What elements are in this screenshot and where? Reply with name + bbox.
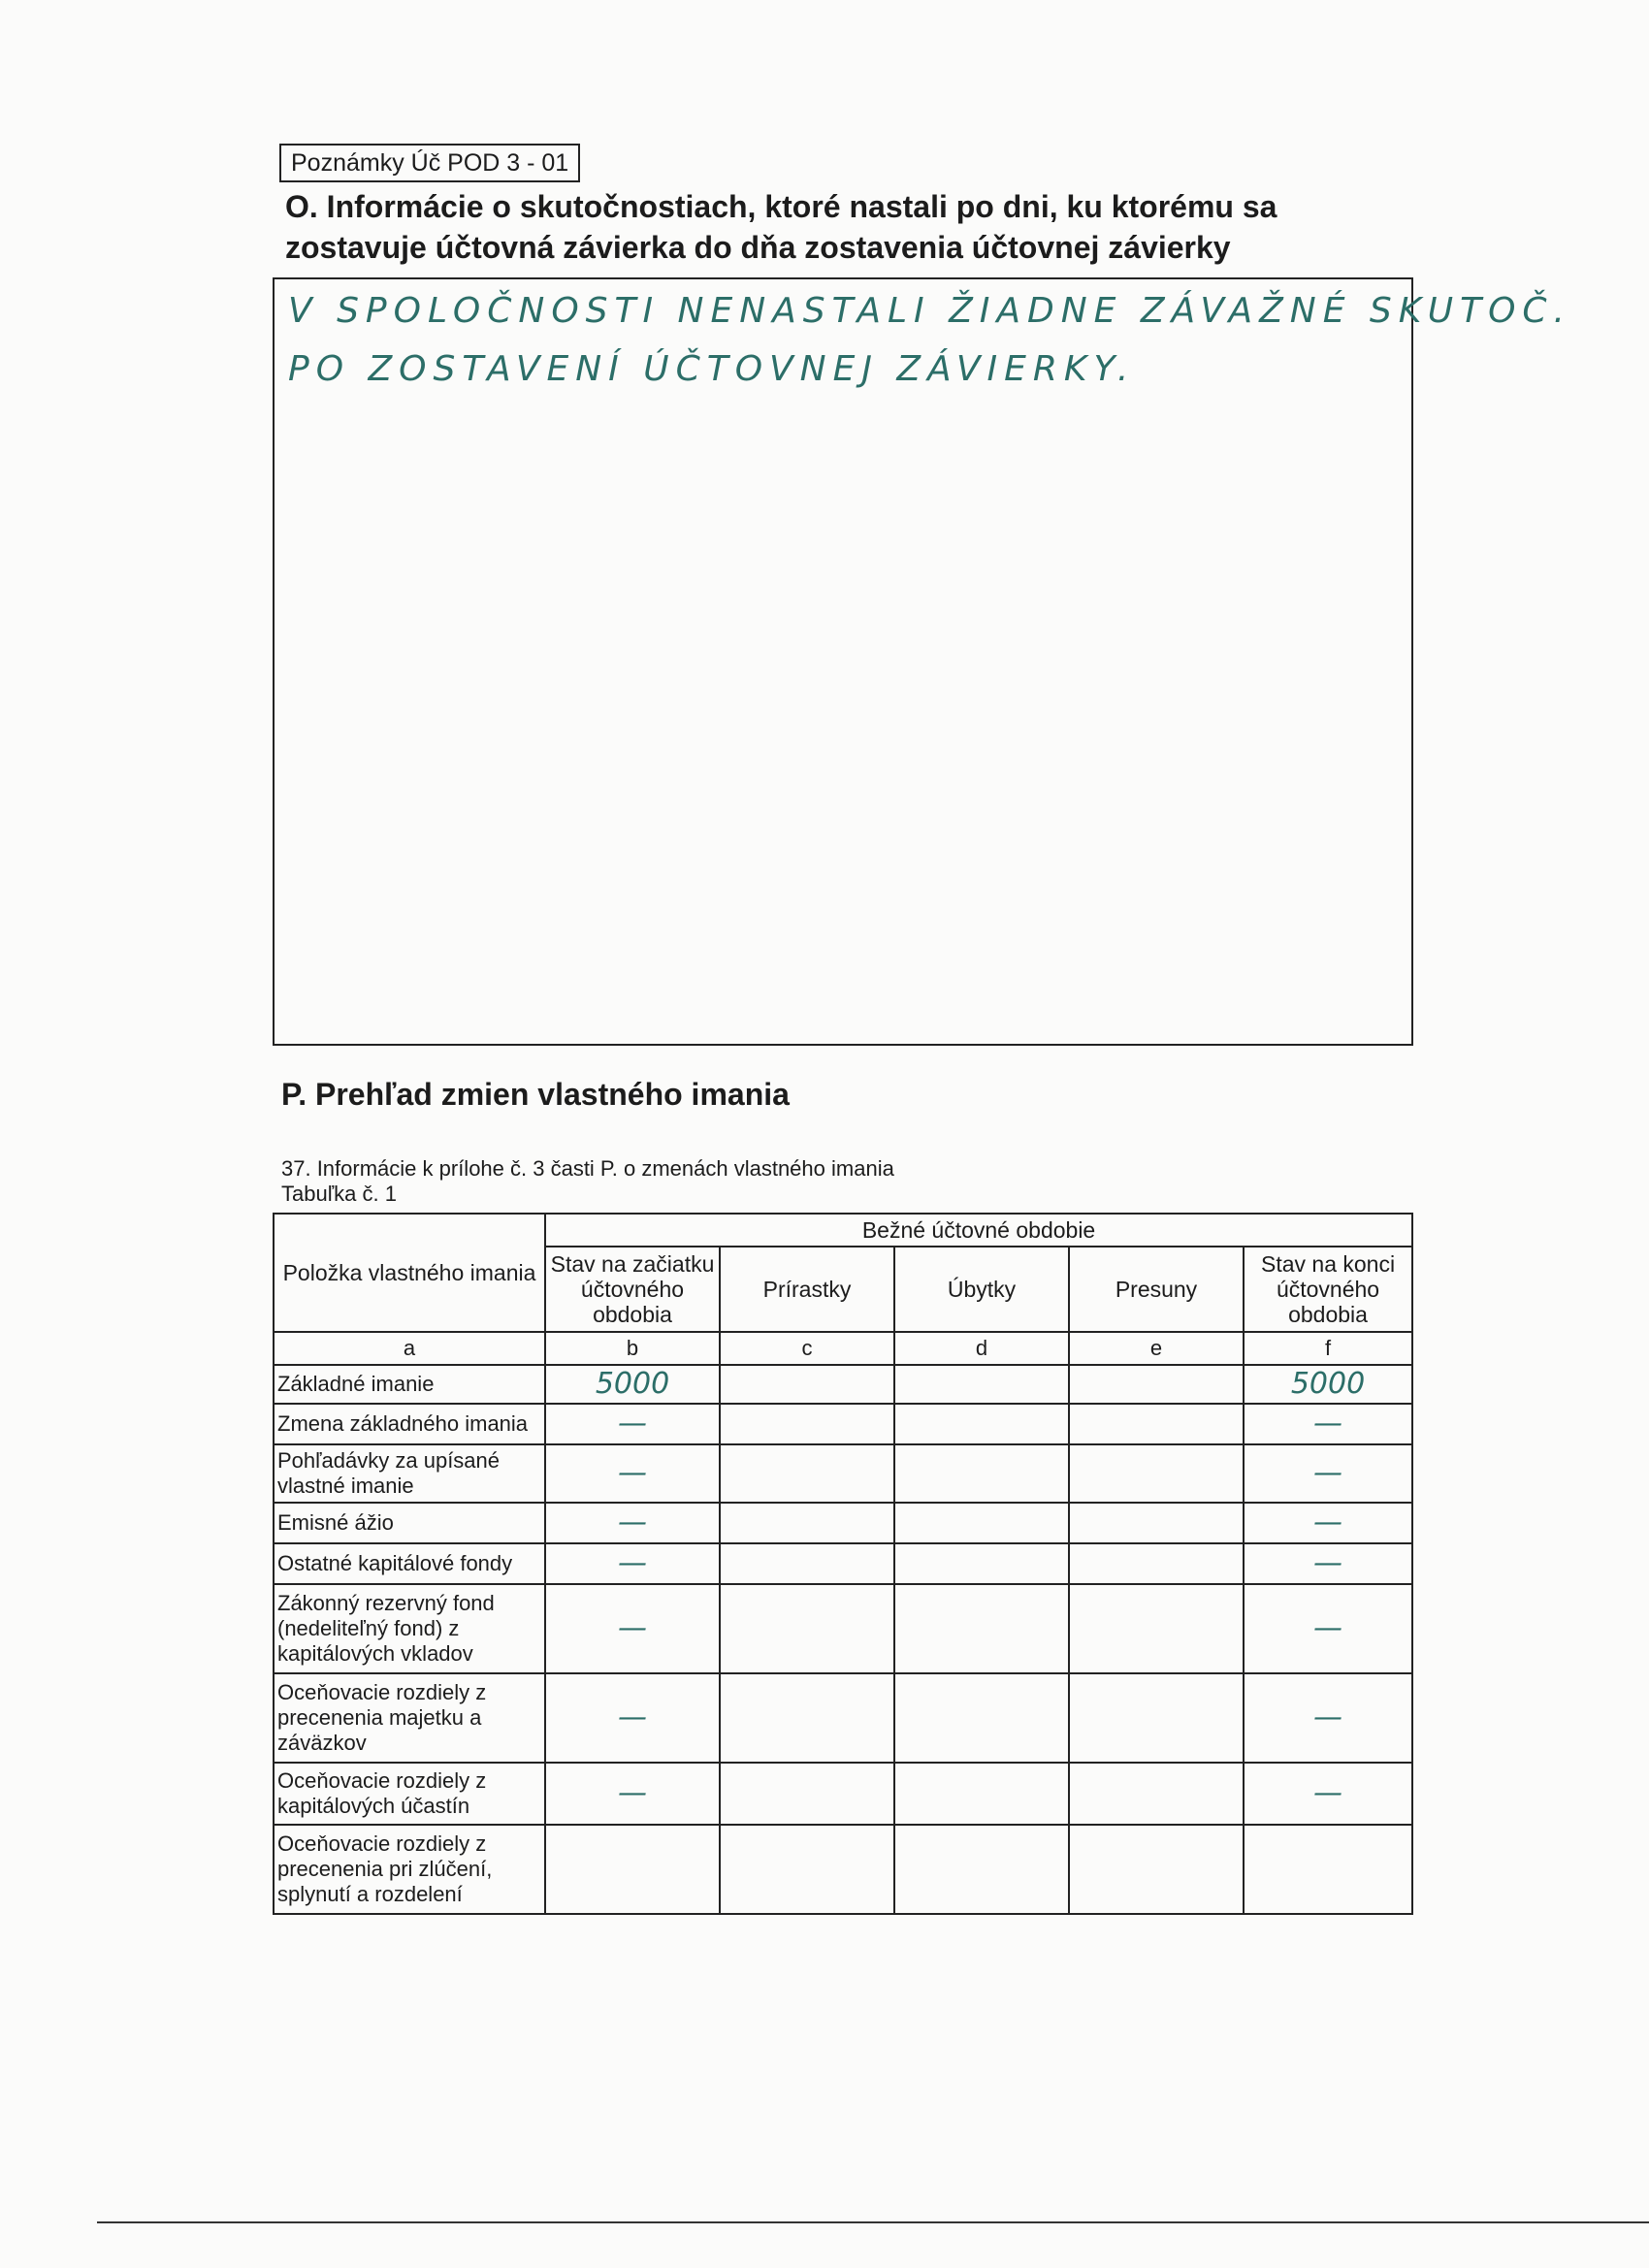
additions-value: [720, 1543, 894, 1584]
transfers-value: [1069, 1673, 1244, 1763]
reductions-value: [894, 1503, 1069, 1543]
handwritten-answer-line-1: V SPOLOČNOSTI NENASTALI ŽIADNE ZÁVAŽNÉ SKUTOČ.: [288, 291, 1571, 331]
additions-value: [720, 1444, 894, 1503]
table-row: [274, 1503, 1412, 1543]
closing-value: —: [1244, 1404, 1412, 1444]
row-label: Oceňovacie rozdiely z precenenia pri zlúčení, splynutí a rozdelení: [274, 1825, 545, 1914]
closing-value: —: [1244, 1673, 1412, 1763]
header-current-period: Bežné účtovné obdobie: [545, 1214, 1412, 1247]
section-o-answer-box: [273, 277, 1571, 1046]
table-row: [274, 1763, 1412, 1825]
equity-changes-table: [273, 1213, 1413, 1915]
additions-value: [720, 1365, 894, 1404]
table-caption: [281, 1156, 894, 1207]
column-letter: b: [545, 1332, 720, 1365]
column-letter: c: [720, 1332, 894, 1365]
row-label: Oceňovacie rozdiely z kapitálových účastín: [274, 1763, 545, 1825]
table-row: [274, 1673, 1412, 1763]
table-row: [274, 1365, 1412, 1404]
header-transfers: Presuny: [1069, 1247, 1244, 1332]
closing-value: 5000: [1244, 1365, 1412, 1404]
row-label: Zmena základného imania: [274, 1404, 545, 1444]
header-additions: Prírastky: [720, 1247, 894, 1332]
opening-value: —: [545, 1543, 720, 1584]
opening-value: —: [545, 1444, 720, 1503]
row-label: Emisné ážio: [274, 1503, 545, 1543]
table-row: [274, 1404, 1412, 1444]
transfers-value: [1069, 1365, 1244, 1404]
column-letter: d: [894, 1332, 1069, 1365]
table-row: [274, 1584, 1412, 1673]
reductions-value: [894, 1543, 1069, 1584]
transfers-value: [1069, 1763, 1244, 1825]
opening-value: 5000: [545, 1365, 720, 1404]
opening-value: —: [545, 1673, 720, 1763]
additions-value: [720, 1404, 894, 1444]
reductions-value: [894, 1404, 1069, 1444]
reductions-value: [894, 1444, 1069, 1503]
table-caption-text: 37. Informácie k prílohe č. 3 časti P. o zmenách vlastného imania: [281, 1156, 894, 1181]
transfers-value: [1069, 1444, 1244, 1503]
row-label: Oceňovacie rozdiely z precenenia majetku a záväzkov: [274, 1673, 545, 1763]
header-equity-item: Položka vlastného imania: [274, 1214, 545, 1332]
opening-value: —: [545, 1404, 720, 1444]
column-letter: a: [274, 1332, 545, 1365]
closing-value: —: [1244, 1763, 1412, 1825]
row-label: Pohľadávky za upísané vlastné imanie: [274, 1444, 545, 1503]
reductions-value: [894, 1365, 1069, 1404]
header-reductions: Úbytky: [894, 1247, 1069, 1332]
opening-value: —: [545, 1584, 720, 1673]
transfers-value: [1069, 1503, 1244, 1543]
closing-value: —: [1244, 1503, 1412, 1543]
additions-value: [720, 1503, 894, 1543]
row-label: Ostatné kapitálové fondy: [274, 1543, 545, 1584]
additions-value: [720, 1763, 894, 1825]
additions-value: [720, 1673, 894, 1763]
opening-value: [545, 1825, 720, 1914]
transfers-value: [1069, 1404, 1244, 1444]
column-letter: e: [1069, 1332, 1244, 1365]
row-label: Základné imanie: [274, 1365, 545, 1404]
additions-value: [720, 1825, 894, 1914]
page-bottom-rule: [97, 2221, 1649, 2223]
header-closing-balance: Stav na konci účtovného obdobia: [1244, 1247, 1412, 1332]
closing-value: —: [1244, 1543, 1412, 1584]
closing-value: —: [1244, 1584, 1412, 1673]
table-row: [274, 1444, 1412, 1503]
table-row: [274, 1825, 1412, 1914]
opening-value: —: [545, 1763, 720, 1825]
table-row: [274, 1543, 1412, 1584]
row-label: Zákonný rezervný fond (nedeliteľný fond) z kapitálových vkladov: [274, 1584, 545, 1673]
reductions-value: [894, 1763, 1069, 1825]
transfers-value: [1069, 1584, 1244, 1673]
handwritten-answer-line-2: PO ZOSTAVENÍ ÚČTOVNEJ ZÁVIERKY.: [288, 349, 1136, 389]
column-letter-row: [274, 1332, 1412, 1365]
additions-value: [720, 1584, 894, 1673]
section-p-heading: P. Prehľad zmien vlastného imania: [281, 1077, 790, 1112]
transfers-value: [1069, 1825, 1244, 1914]
transfers-value: [1069, 1543, 1244, 1584]
column-letter: f: [1244, 1332, 1412, 1365]
closing-value: —: [1244, 1444, 1412, 1503]
reductions-value: [894, 1825, 1069, 1914]
table-number-label: Tabuľka č. 1: [281, 1182, 397, 1206]
opening-value: —: [545, 1503, 720, 1543]
reductions-value: [894, 1584, 1069, 1673]
reductions-value: [894, 1673, 1069, 1763]
section-o-heading: O. Informácie o skutočnostiach, ktoré nastali po dni, ku ktorému sa zostavuje účtovná závierka do dňa zostavenia účtovnej závierky: [285, 189, 1277, 265]
header-opening-balance: Stav na začiatku účtovného obdobia: [545, 1247, 720, 1332]
form-code-label: Poznámky Úč POD 3 - 01: [279, 144, 580, 182]
closing-value: [1244, 1825, 1412, 1914]
